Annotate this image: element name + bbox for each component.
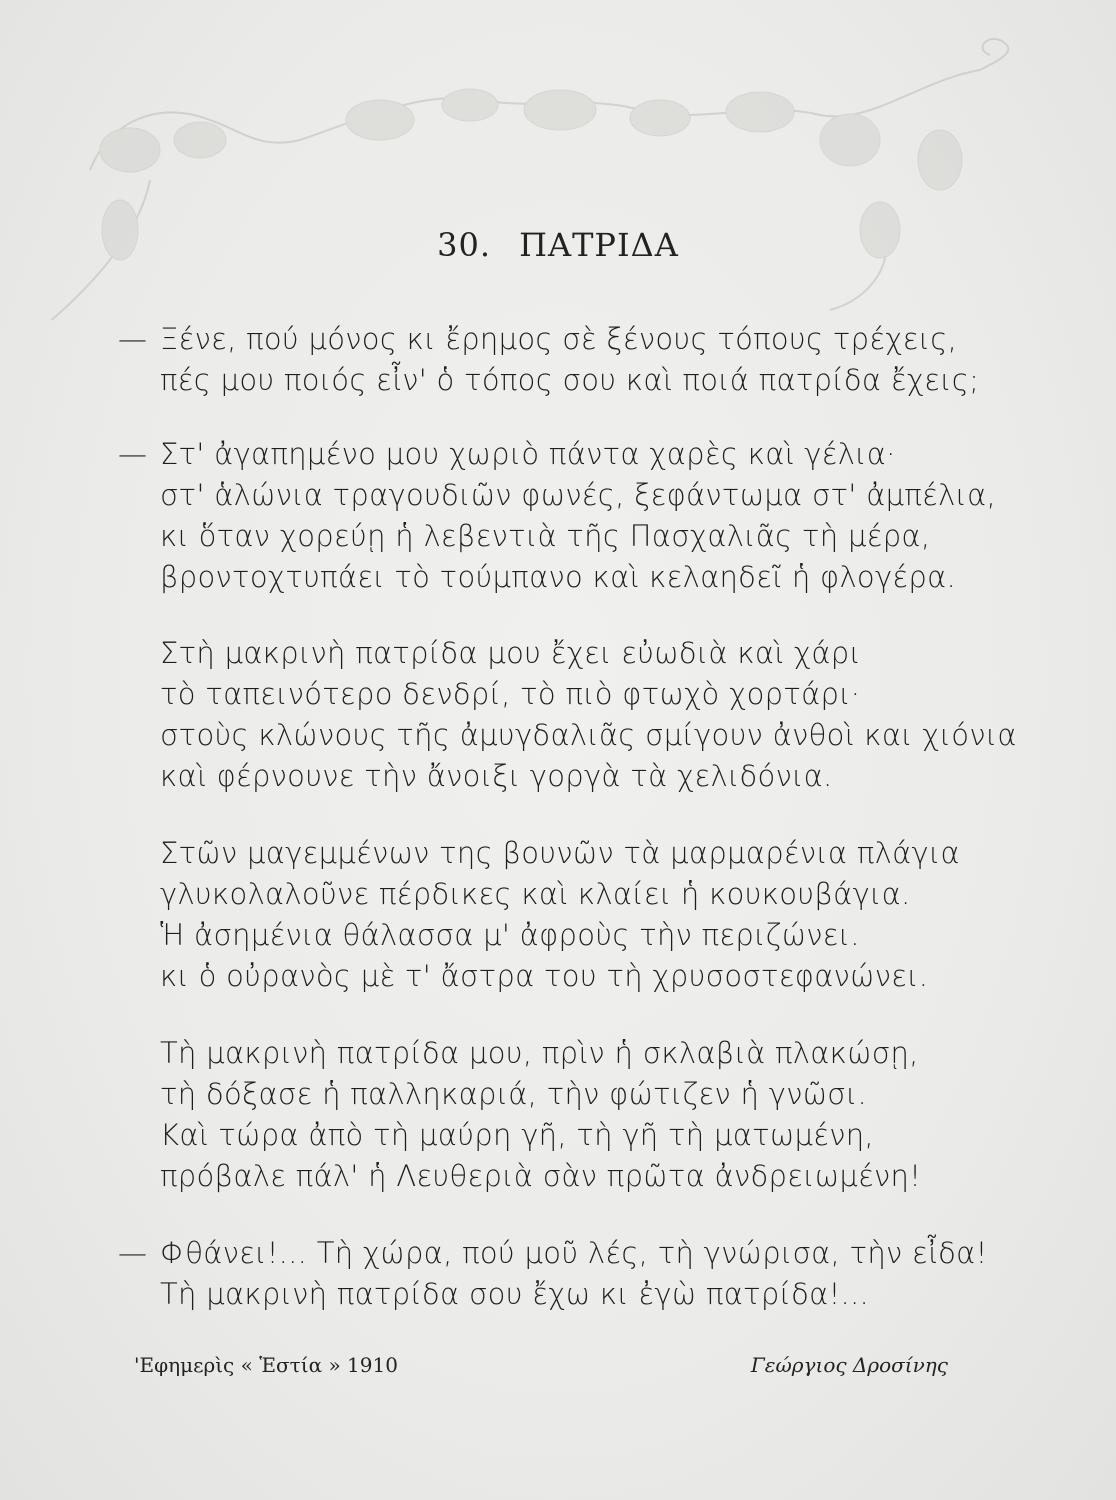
poem-line: — Στ' ἀγαπημένο μου χωριὸ πάντα χαρὲς καὶ γέλια· — [118, 437, 896, 471]
poem-line: πρόβαλε πάλ' ἡ Λευθεριὰ σὰν πρῶτα ἀνδρειωμένη! — [160, 1159, 922, 1193]
poem-number: 30. — [437, 226, 492, 264]
poem-title — [0, 226, 1116, 264]
poem-line: γλυκολαλοῦνε πέρδικες καὶ κλαίει ἡ κουκουβάγια. — [160, 877, 911, 911]
poem-line: κι ὁ οὐρανὸς μὲ τ' ἄστρα του τὴ χρυσοστεφανώνει. — [160, 959, 929, 993]
author-signature: Γεώργιος Δροσίνης — [750, 1353, 948, 1377]
poem-line: στοὺς κλώνους τῆς ἀμυγδαλιᾶς σμίγουν ἀνθοὶ και χιόνια — [160, 718, 1017, 752]
source-citation: 'Εφημερὶς « Ἑστία » 1910 — [134, 1353, 398, 1377]
poem-line: — Φθάνει!... Τὴ χώρα, πού μοῦ λές, τὴ γνώρισα, τὴν εἶδα! — [118, 1236, 988, 1270]
poem-line: Στῶν μαγεμμένων της βουνῶν τὰ μαρμαρένια πλάγια — [160, 836, 960, 870]
poem-line: Τὴ μακρινὴ πατρίδα μου, πρὶν ἡ σκλαβιὰ πλακώσῃ, — [160, 1036, 919, 1070]
poem-line: Τὴ μακρινὴ πατρίδα σου ἔχω κι ἐγὼ πατρίδα!... — [160, 1277, 870, 1311]
poem-line: Στὴ μακρινὴ πατρίδα μου ἔχει εὐωδιὰ καὶ χάρι — [160, 636, 862, 670]
poem-line: στ' ἁλώνια τραγουδιῶν φωνές, ξεφάντωμα στ' ἀμπέλια, — [160, 478, 997, 512]
poem-line: Καὶ τώρα ἀπὸ τὴ μαύρη γῆ, τὴ γῆ τὴ ματωμένη, — [160, 1118, 874, 1152]
dialogue-dash: — — [118, 322, 148, 356]
poem-line: τὸ ταπεινότερο δενδρί, τὸ πιὸ φτωχὸ χορτάρι· — [160, 677, 861, 711]
poem-line: κι ὅταν χορεύῃ ἡ λεβεντιὰ τῆς Πασχαλιᾶς τὴ μέρα, — [160, 519, 931, 553]
poem-line: τὴ δόξασε ἡ παλληκαριά, τὴν φώτιζεν ἡ γνῶσι. — [160, 1077, 868, 1111]
poem-line: βροντοχτυπάει τὸ τούμπανο καὶ κελαηδεῖ ἡ φλογέρα. — [160, 560, 957, 594]
poem-line: Ἡ ἀσημένια θάλασσα μ' ἀφροὺς τὴν περιζώνει. — [160, 918, 860, 952]
poem-line: — Ξένε, πού μόνος κι ἔρημος σὲ ξένους τόπους τρέχεις, — [118, 322, 958, 356]
dialogue-dash: — — [118, 437, 148, 471]
poem-title-text: ΠΑΤΡΙΔΑ — [519, 226, 679, 264]
dialogue-dash: — — [118, 1236, 148, 1270]
poem-line: καὶ φέρνουνε τὴν ἄνοιξι γοργὰ τὰ χελιδόνια. — [160, 759, 833, 793]
poem-line: πές μου ποιός εἶν' ὁ τόπος σου καὶ ποιά πατρίδα ἔχεις; — [160, 363, 980, 397]
floral-ornament-icon — [0, 0, 1116, 320]
